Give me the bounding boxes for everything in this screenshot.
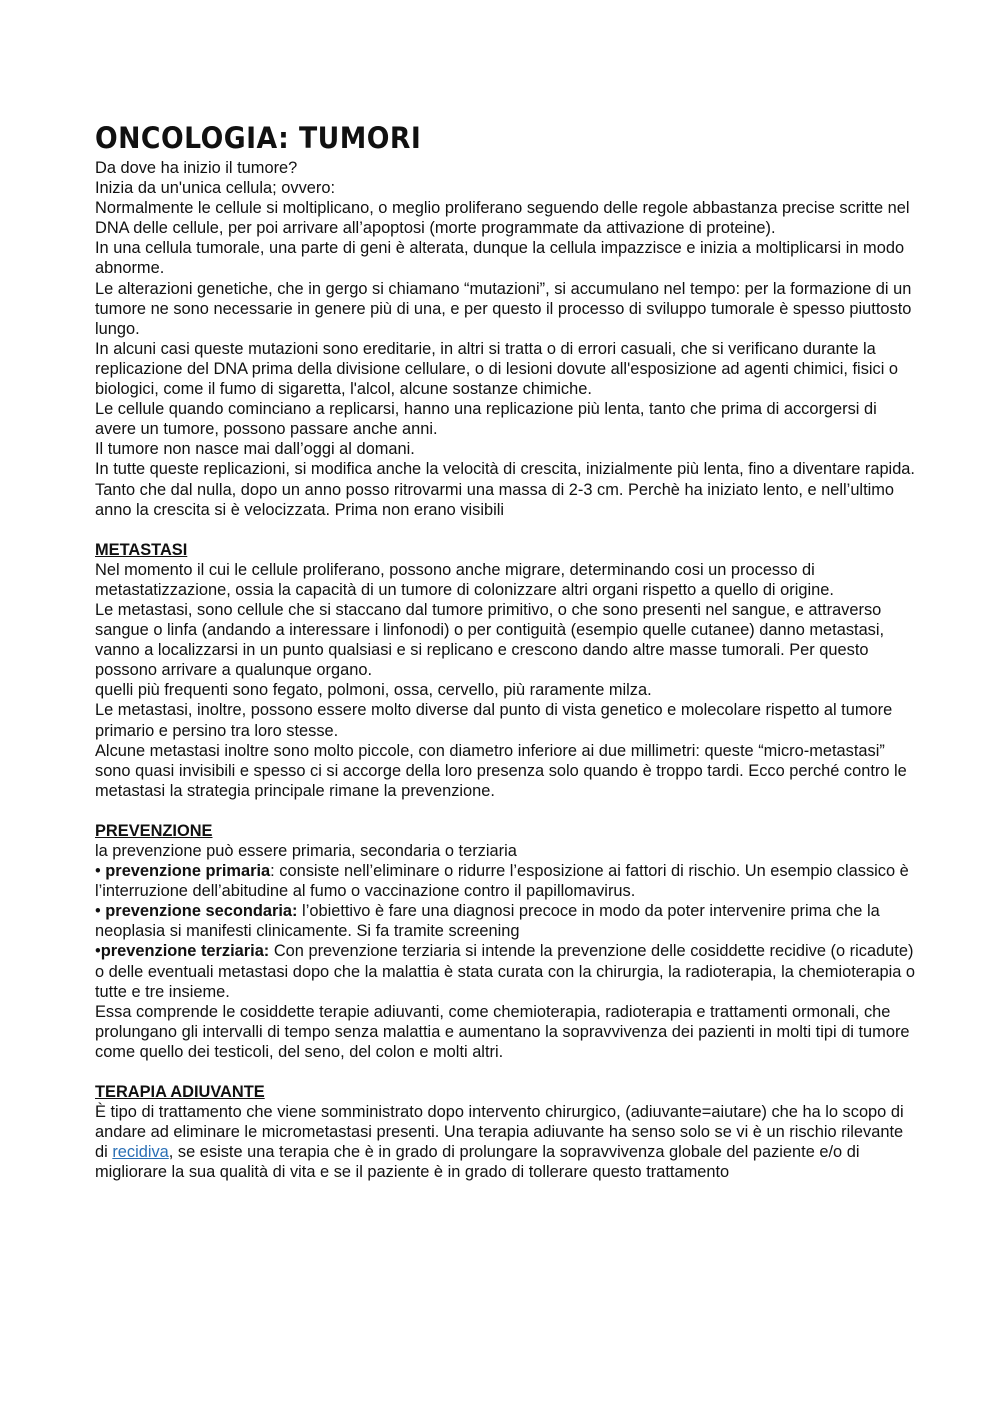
metastasi-heading: METASTASI xyxy=(95,540,188,559)
document-page xyxy=(95,118,915,1183)
document-title: ONCOLOGIA: TUMORI xyxy=(95,121,422,155)
terapia-text: , se esiste una terapia che è in grado di prolungare la sopravvivenza globale del paziente e/o di migliorare la sua qualità di vita e se il paziente è in grado di tollerare questo trattamento xyxy=(95,1143,860,1182)
terapia-heading: TERAPIA ADIUVANTE xyxy=(95,1083,265,1102)
intro-paragraph: In tutte queste replicazioni, si modifica anche la velocità di crescita, inizialmente più lenta, fino a diventare rapida. xyxy=(95,460,915,479)
intro-section xyxy=(95,158,915,520)
prevenzione-term: prevenzione secondaria: xyxy=(105,902,298,921)
metastasi-paragraph: Le metastasi, inoltre, possono essere molto diverse dal punto di vista genetico e molecolare rispetto al tumore primario e persino tra loro stesse. xyxy=(95,701,893,740)
prevenzione-item-primaria xyxy=(95,861,915,901)
bullet: • xyxy=(95,862,106,881)
metastasi-paragraph: Le metastasi, sono cellule che si staccano dal tumore primitivo, o che sono presenti nel sangue, e attraverso sangue o linfa (andando a interessare i linfonodi) o per contiguità (esempio quelle cutanee) danno metastasi, vanno a localizzarsi in un punto qualsiasi e si replicano e crescono dando altre masse tumorali. Per questo possono arrivare a qualunque organo. xyxy=(95,600,885,680)
prevenzione-closing: Essa comprende le cosiddette terapie adiuvanti, come chemioterapia, radioterapia e trattamenti ormonali, che prolungano gli intervalli di tempo senza malattia e aumentano la sopravvivenza dei pazienti in molti tipi di tumore come quello dei testicoli, del seno, del colon e molti altri. xyxy=(95,1002,910,1061)
bullet: • xyxy=(95,902,106,921)
prevenzione-text: l’obiettivo è fare una diagnosi precoce in modo da poter intervenire prima che la neoplasia si manifesti clinicamente. Si fa tramite screening xyxy=(95,902,880,941)
prevenzione-term: prevenzione terziaria: xyxy=(100,942,270,961)
terapia-section xyxy=(95,1082,915,1182)
intro-paragraph: Da dove ha inizio il tumore? xyxy=(95,159,298,177)
prevenzione-term: prevenzione primaria xyxy=(105,862,271,881)
metastasi-section xyxy=(95,540,915,801)
metastasi-paragraph: Nel momento il cui le cellule proliferano, possono anche migrare, determinando cosi un processo di metastatizzazione, ossia la capacità di un tumore di colonizzare altri organi rispetto a quello di origine. xyxy=(95,560,834,599)
prevenzione-lead: la prevenzione può essere primaria, secondaria o terziaria xyxy=(95,842,517,860)
prevenzione-text: Con prevenzione terziaria si intende la prevenzione delle cosiddette recidive (o ricadute) o delle eventuali metastasi dopo che la malattia è stata curata con la chirurgia, la radioterapia, la chemioterapia o tutte e tre insieme. xyxy=(95,942,916,1001)
intro-paragraph: In una cellula tumorale, una parte di geni è alterata, dunque la cellula impazzisce e inizia a moltiplicarsi in modo abnorme. xyxy=(95,239,905,278)
metastasi-paragraph: Alcune metastasi inoltre sono molto piccole, con diametro inferiore ai due millimetri: queste “micro-metastasi” sono quasi invisibili e spesso ci si accorge della loro presenza solo quando è troppo tardi. Ecco perché contro le metastasi la strategia principale rimane la prevenzione. xyxy=(95,741,907,800)
terapia-paragraph xyxy=(95,1102,915,1182)
prevenzione-section xyxy=(95,821,915,1062)
intro-paragraph: Tanto che dal nulla, dopo un anno posso ritrovarmi una massa di 2-3 cm. Perchè ha iniziato lento, e nell’ultimo anno la crescita si è velocizzata. Prima non erano visibili xyxy=(95,480,895,519)
prevenzione-item-secondaria xyxy=(95,901,915,941)
intro-paragraph: In alcuni casi queste mutazioni sono ereditarie, in altri si tratta o di errori casuali, che si verificano durante la replicazione del DNA prima della divisione cellulare, o di lesioni dovute all'esposizione ad agenti chimici, fisici o biologici, come il fumo di sigaretta, l'alcol, alcune sostanze chimiche. xyxy=(95,339,899,399)
prevenzione-text: : consiste nell’eliminare o ridurre l’esposizione ai fattori di rischio. Un esempio classico è l’interruzione dell’abitudine al fumo o vaccinazione contro il papillomavirus. xyxy=(95,862,909,901)
intro-paragraph: Inizia da un'unica cellula; ovvero: xyxy=(95,179,336,198)
bullet: • xyxy=(95,942,101,961)
intro-paragraph: Le alterazioni genetiche, che in gergo si chiamano “mutazioni”, si accumulano nel tempo: per la formazione di un tumore ne sono necessarie in genere più di una, e per questo il processo di sviluppo tumorale è spesso piuttosto lungo. xyxy=(95,279,912,338)
metastasi-paragraph: quelli più frequenti sono fegato, polmoni, ossa, cervello, più raramente milza. xyxy=(95,681,652,700)
terapia-text: È tipo di trattamento che viene somministrato dopo intervento chirurgico, (adiuvante=aiutare) che ha lo scopo di andare ad eliminare le micrometastasi presenti. Una terapia adiuvante ha senso solo se vi è un rischio rilevante di xyxy=(95,1103,904,1162)
intro-paragraph: Le cellule quando cominciano a replicarsi, hanno una replicazione più lenta, tanto che prima di accorgersi di avere un tumore, possono passare anche anni. xyxy=(95,400,877,439)
prevenzione-heading: PREVENZIONE xyxy=(95,821,213,840)
intro-paragraph: Normalmente le cellule si moltiplicano, o meglio proliferano seguendo delle regole abbastanza precise scritte nel DNA delle cellule, per poi arrivare all’apoptosi (morte programmate da attivazione di proteine). xyxy=(95,199,910,238)
recidiva-link[interactable]: recidiva xyxy=(112,1143,169,1162)
prevenzione-item-terziaria xyxy=(95,941,915,1001)
intro-paragraph: Il tumore non nasce mai dall’oggi al domani. xyxy=(95,440,415,459)
